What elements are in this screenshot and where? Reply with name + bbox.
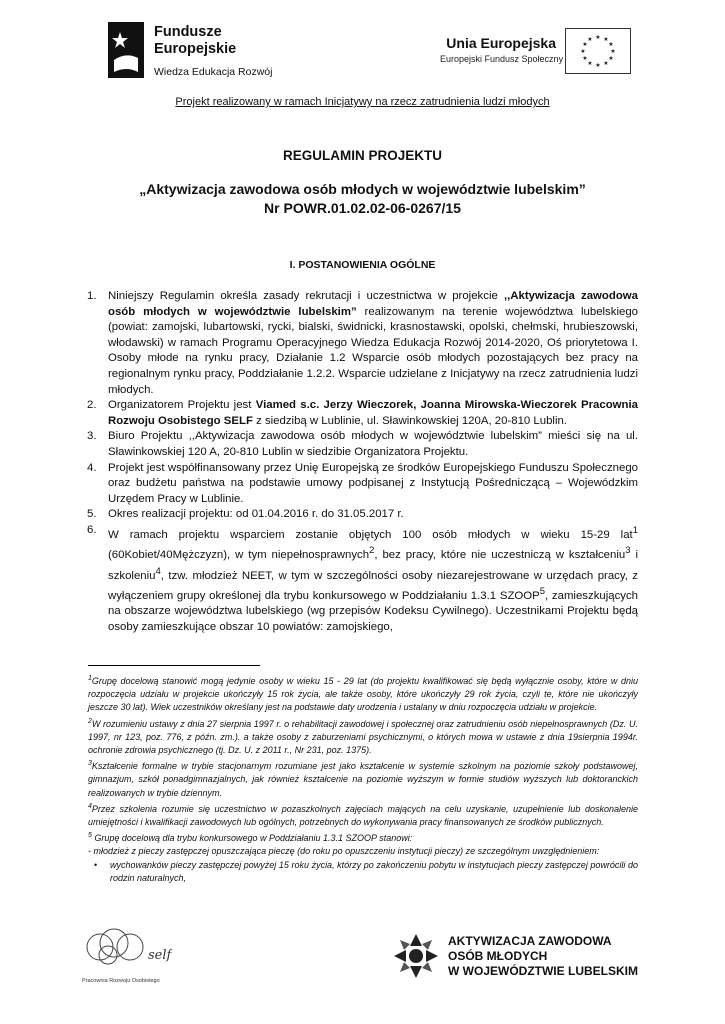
footnote-text: Grupę docelową stanowić mogą jedynie osoby w wieku 15 - 29 lat (do projektu kwalifikować się będą wyłącznie osoby, które w dniu rozpoczęcia udziału w projekcie ukończyły 15 rok życia, ale także osoby, które ukończyły 29 rok życia, czyli te, które nie ukończyły jeszcze 30 lat). Wiek uczestników określany jest na podstawie daty urodzenia i ustalany w dniu rozpoczęcia udziału w projekcie. (88, 676, 638, 713)
svg-text:★: ★ (595, 34, 601, 41)
item-number: 3. (87, 430, 97, 443)
item-bold-text: Viamed s.c. Jerzy Wieczorek, Joanna Mirowska-Wieczorek Pracownia Rozwoju Osobistego SELF (108, 399, 638, 427)
svg-text:★: ★ (582, 41, 588, 48)
svg-text:★: ★ (580, 48, 586, 55)
footnote (88, 800, 638, 829)
footnote-divider (88, 665, 260, 666)
self-logo (82, 925, 172, 983)
item-text: Biuro Projektu ,,Aktywizacja zawodowa osób młodych w województwie lubelskim” mieści się na ul. Sławinkowskiej 120 A, 20-810 Lublin w siedzibie Organizatora Projektu. (108, 430, 638, 458)
ue-title: Unia Europejska (446, 35, 556, 51)
item-text: Okres realizacji projektu: od 01.04.2016 r. do 31.05.2017 r. (108, 508, 404, 521)
section-heading: I. POSTANOWIENIA OGÓLNE (289, 259, 436, 271)
svg-text:★: ★ (608, 55, 614, 62)
svg-text:★: ★ (603, 36, 609, 43)
svg-text:★: ★ (587, 36, 593, 43)
item-text: realizowanym na terenie województwa lubelskiego (powiat: zamojski, lubartowski, rycki, bialski, świdnicki, krasnostawski, opolski, chełmski, hrubieszowski, włodawski) w ramach Programu Operacyjnego Wiedza Edukacja Rozwój 2014-2020, Oś priorytetowa I. Osoby młode na rynku pracy, Działanie 1.2 Wsparcie osób młodych pozostających bez pracy na regionalnym rynku pracy, Poddziałanie 1.2.2. Wsparcie udzielane z Inicjatywy na rzecz zatrudnienia ludzi młodych. (108, 305, 638, 396)
item-text: , tzw. młodzież NEET, w tym w szczególności osoby niezarejestrowane w urzędach pracy, z wyłączeniem grupy określonej dla trybu konkursowego w Poddziałaniu 1.3.1 SZOOP (108, 569, 638, 602)
footer-line1: AKTYWIZACJA ZAWODOWA (448, 934, 612, 948)
svg-text:★: ★ (587, 60, 593, 67)
footer-line3: W WOJEWÓDZTWIE LUBELSKIM (448, 964, 638, 978)
svg-text:★: ★ (608, 41, 614, 48)
footnote (88, 672, 638, 715)
arrows-icon (392, 932, 440, 980)
footnote-dash-line: - młodzież z pieczy zastępczej opuszczająca pieczę (do roku po opuszczeniu instytucji pieczy) ze szczególnym uwzględnieniem: (88, 846, 600, 857)
footnote-text: W rozumieniu ustawy z dnia 27 sierpnia 1997 r. o rehabilitacji zawodowej i społecznej oraz zatrudnieniu osób niepełnosprawnych (Dz. U. 1997, nr 123, poz. 776, z późn. zm.). a także osoby z zaburzeniami psychicznymi, o których mowa w ustawie z dnia 19sierpnia 1994r. ochronie zdrowia psychicznego (tj. Dz. U. z 2011 r., Nr 231, poz. 1375). (88, 718, 638, 756)
fe-logo-line1: Fundusze (154, 24, 222, 40)
item-text: i szkoleniu (108, 549, 638, 582)
item-text: , zamieszkujących na obszarze województwa lubelskiego (wg przepisów Kodeksu Cywilnego). Uczestnikami Projektu będą osoby zamieszkujące obszar 10 powiatów: zamojskiego, (108, 589, 639, 634)
project-number: Nr POWR.01.02.02-06-0267/15 (264, 200, 461, 216)
footnotes (88, 672, 638, 885)
self-caption: Pracownia Rozwoju Osobistego (82, 978, 160, 984)
item-number: 5. (87, 508, 97, 521)
svg-text:★: ★ (610, 48, 616, 55)
fe-logo-sub: Wiedza Edukacja Rozwój (154, 66, 273, 78)
footnote (88, 757, 638, 800)
footnote-ref[interactable]: 3 (625, 545, 631, 557)
ue-text-block (440, 35, 564, 64)
footnote-bullet: • wychowanków pieczy zastępczej powyżej 15 roku życia, którzy po zakończeniu pobytu w instytucjach pieczy zastępczej powrócili do rodzin naturalnych, (88, 859, 638, 885)
list-item (87, 461, 638, 508)
item-text: (60Kobiet/40Mężczyzn), w tym niepełnosprawnych (108, 549, 370, 562)
item-number: 2. (87, 399, 97, 412)
svg-text:★: ★ (595, 62, 601, 69)
svg-text:★: ★ (582, 55, 588, 62)
list-item (87, 507, 638, 523)
fe-logo-line2: Europejskie (154, 41, 237, 57)
footnote-ref[interactable]: 4 (155, 565, 161, 577)
item-text: Organizatorem Projektu jest (108, 399, 256, 412)
item-text: Niniejszy Regulamin określa zasady rekrutacji i uczestnictwa w projekcie (108, 290, 504, 302)
item-text: z siedzibą w Lublinie, ul. Sławinkowskiej 120A, 20-810 Lublin. (252, 414, 567, 427)
list-item (87, 429, 638, 460)
footnote (88, 829, 638, 845)
document-title: REGULAMIN PROJEKTU (282, 148, 442, 163)
footnote-number: 1 (88, 675, 92, 682)
footnote-ref[interactable]: 2 (369, 545, 375, 557)
footnote-text: Grupę docelową dla trybu konkursowego w Poddziałaniu 1.3.1 SZOOP stanowi: (91, 833, 413, 844)
footer-line2: OSÓB MŁODYCH (448, 949, 548, 963)
footnote (88, 715, 638, 758)
footnote-number: 5 (88, 832, 92, 840)
eu-flag-icon (565, 28, 631, 74)
self-word: self (148, 948, 172, 963)
item-number: 1. (87, 290, 97, 302)
item-text: W ramach projektu wsparciem zostanie objętych 100 osób młodych w wieku 15-29 lat (108, 528, 633, 541)
item-text: , bez pracy, które nie uczestniczą w kształceniu (374, 549, 626, 562)
project-initiative-line: Projekt realizowany w ramach Inicjatywy na rzecz zatrudnienia ludzi młodych (175, 96, 550, 108)
item-text: Projekt jest współfinansowany przez Unię Europejską ze środków Europejskiego Funduszu Społecznego oraz budżetu państwa na podstawie umowy podpisanej z Instytucją Pośredniczącą – Wojewódzkim Urzędem Pracy w Lublinie. (108, 461, 638, 505)
ue-subtitle: Europejski Fundusz Społeczny (440, 54, 564, 64)
item-number: 6. (87, 523, 97, 536)
footnote-ref[interactable]: 1 (632, 524, 638, 536)
footnote-number: 2 (88, 717, 92, 725)
item-bold-text: ,,Aktywizacja zawodowa osób młodych w województwie lubelskim” (108, 290, 638, 318)
fundusze-europejskie-logo (108, 22, 308, 84)
project-name: „Aktywizacja zawodowa osób młodych w województwie lubelskim” (139, 181, 586, 197)
footnote-number: 4 (88, 802, 92, 810)
footnote-ref[interactable]: 5 (539, 586, 546, 598)
regulations-list (87, 289, 639, 636)
project-title-block (0, 180, 725, 218)
list-item (87, 289, 638, 398)
list-item (87, 398, 638, 429)
footnote-text: Przez szkolenia rozumie się uczestnictwo w pozaszkolnych zajęciach mających na celu uzyskanie, uzupełnienie lub doskonalenie umiejętności i kwalifikacji zawodowych lub ogólnych, potrzebnych do wykonywania pracy finansowanych ze środków publicznych. (88, 803, 638, 828)
list-item (87, 523, 639, 636)
item-number: 4. (87, 461, 97, 474)
project-footer-logo (392, 930, 652, 982)
footnote-text: Kształcenie formalne w trybie stacjonarnym rozumiane jest jako kształcenie w systemie szkolnym na poziomie szkoły podstawowej, gimnazjum, szkół ponadgimnazjalnych, jak również kształcenie na poziomie wyższym w formie studiów wyższych lub doktoranckich realizowanych w trybie dziennym. (88, 761, 638, 798)
svg-text:★: ★ (603, 60, 609, 67)
fe-flag-icon (108, 22, 144, 78)
footnote-number: 3 (88, 760, 92, 768)
